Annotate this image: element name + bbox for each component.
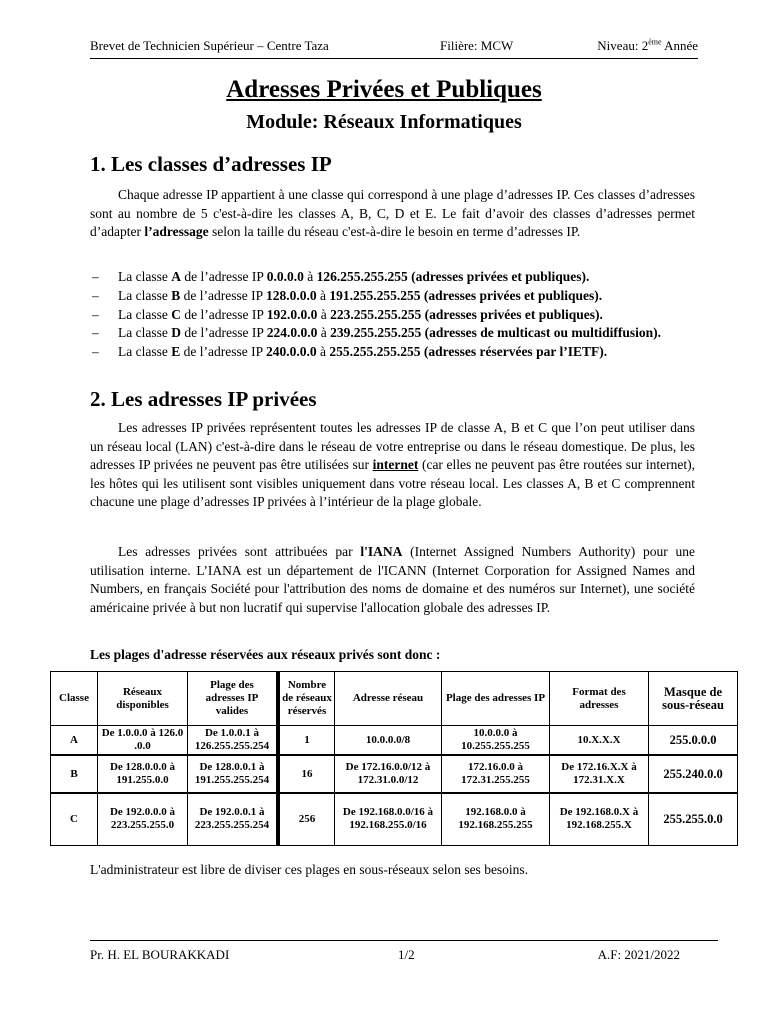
table-cell: De 1.0.0.1 à 126.255.255.254 [188, 726, 279, 756]
table-cell: 16 [278, 755, 335, 793]
page-footer [90, 940, 718, 963]
table-cell: De 1.0.0.0 à 126.0 .0.0 [98, 726, 188, 756]
list-item-class-b: – La classe B de l’adresse IP 128.0.0.0 à 191.255.255.255 (adresses privées et publiques). [92, 287, 603, 303]
header-niveau: Niveau: 2ème Année [597, 37, 698, 53]
table-cell: 172.16.0.0 à 172.31.255.255 [442, 755, 550, 793]
table-cell: 255.0.0.0 [649, 726, 738, 756]
header-cell: Adresse réseau [335, 672, 442, 726]
table-cell: De 128.0.0.1 à 191.255.255.254 [188, 755, 279, 793]
footer-academic-year: A.F: 2021/2022 [597, 947, 680, 962]
private-ranges-table [50, 671, 738, 846]
table-cell: De 128.0.0.0 à 191.255.0.0 [98, 755, 188, 793]
header-cell: Nombre de réseaux réservés [278, 672, 335, 726]
footer-author: Pr. H. EL BOURAKKADI [90, 947, 230, 962]
table-cell: De 172.16.X.X à 172.31.X.X [550, 755, 649, 793]
list-item-class-d: – La classe D de l’adresse IP 224.0.0.0 à 239.255.255.255 (adresses de multicast ou multidiffusion). [92, 325, 661, 341]
header-institution: Brevet de Technicien Supérieur – Centre Taza [90, 38, 329, 53]
table-cell: 256 [278, 793, 335, 845]
table-header-row [51, 672, 738, 726]
table-cell: De 172.16.0.0/12 à 172.31.0.0/12 [335, 755, 442, 793]
header-cell: Format des adresses [550, 672, 649, 726]
section-2-paragraph-1: Les adresses IP privées représentent toutes les adresses IP de classe A, B et C que l’on peut utiliser dans un réseau local (LAN) c'est-à-dire dans le réseau de votre entreprise ou dans le réseau domestique. De plus, les adresses IP privées ne peuvent pas être utilisées sur internet (car elles ne peuvent pas être routées sur internet), les hôtes qui les utilisent sont visibles uniquement dans votre réseau local. Les classes A, B et C comprennent chacune une plage d’adresses IP privées à l’intérieur de la plage globale. [90, 420, 695, 509]
header-cell: Plage des adresses IP valides [188, 672, 279, 726]
list-item-class-a: – La classe A de l’adresse IP 0.0.0.0 à 126.255.255.255 (adresses privées et publiques). [92, 269, 590, 284]
table-cell: De 192.168.0.0/16 à 192.168.255.0/16 [335, 793, 442, 845]
footer-page-number: 1/2 [398, 947, 415, 962]
header-cell: Classe [51, 672, 98, 726]
table-cell: B [51, 755, 98, 793]
class-list [92, 268, 695, 362]
section-1-paragraph: Chaque adresse IP appartient à une classe qui correspond à une plage d’adresses IP. Ces classes d’adresses sont au nombre de 5 c'est-à-dire les classes A, B, C, D et E. Le fait d’avoir des classes d’adresses permet d’adapter l’adressage selon la taille du réseau c'est-à-dire le besoin en terme d’adresses IP. [90, 187, 695, 239]
table-caption: Les plages d'adresse réservées aux réseaux privés sont donc : [90, 647, 441, 662]
section-2-heading: 2. Les adresses IP privées [90, 387, 317, 411]
header-filiere: Filière: MCW [440, 38, 514, 53]
table-cell: 10.0.0.0/8 [335, 726, 442, 756]
table-row [51, 726, 738, 756]
section-2-paragraph-2: Les adresses privées sont attribuées par l'IANA (Internet Assigned Numbers Authority) pour une utilisation interne. L’IANA est un département de l'ICANN (Internet Corporation for Assigned Names and Numbers, en français Société pour l'attribution des noms de domaine et des numéros sur Internet), une société américaine privée à but non lucratif qui supervise l'allocation globale des adresses IP. [90, 544, 696, 615]
table-cell: C [51, 793, 98, 845]
header-cell: Réseaux disponibles [98, 672, 188, 726]
document-title: Adresses Privées et Publiques [226, 76, 542, 103]
internet-link[interactable]: internet [372, 457, 419, 472]
table-cell: 1 [278, 726, 335, 756]
table-cell: 10.X.X.X [550, 726, 649, 756]
table-cell: 255.240.0.0 [649, 755, 738, 793]
page-header [90, 38, 698, 59]
header-cell: Plage des adresses IP [442, 672, 550, 726]
list-item-class-e: – La classe E de l’adresse IP 240.0.0.0 à 255.255.255.255 (adresses réservées par l’IETF). [92, 344, 608, 360]
list-item-class-c: – La classe C de l’adresse IP 192.0.0.0 à 223.255.255.255 (adresses privées et publiques). [92, 306, 603, 322]
header-cell: Masque de sous-réseau [649, 672, 738, 726]
table-cell: De 192.0.0.0 à 223.255.255.0 [98, 793, 188, 845]
table-cell: De 192.168.0.X à 192.168.255.X [550, 793, 649, 845]
table-cell: A [51, 726, 98, 756]
table-cell: 10.0.0.0 à 10.255.255.255 [442, 726, 550, 756]
closing-note: L'administrateur est libre de diviser ces plages en sous-réseaux selon ses besoins. [90, 862, 529, 877]
table-cell: 255.255.0.0 [649, 793, 738, 845]
table-row [51, 755, 738, 793]
section-1-heading: 1. Les classes d’adresses IP [90, 152, 332, 176]
document-subtitle: Module: Réseaux Informatiques [246, 111, 522, 133]
table-cell: De 192.0.0.1 à 223.255.255.254 [188, 793, 279, 845]
table-cell: 192.168.0.0 à 192.168.255.255 [442, 793, 550, 845]
table-row [51, 793, 738, 845]
